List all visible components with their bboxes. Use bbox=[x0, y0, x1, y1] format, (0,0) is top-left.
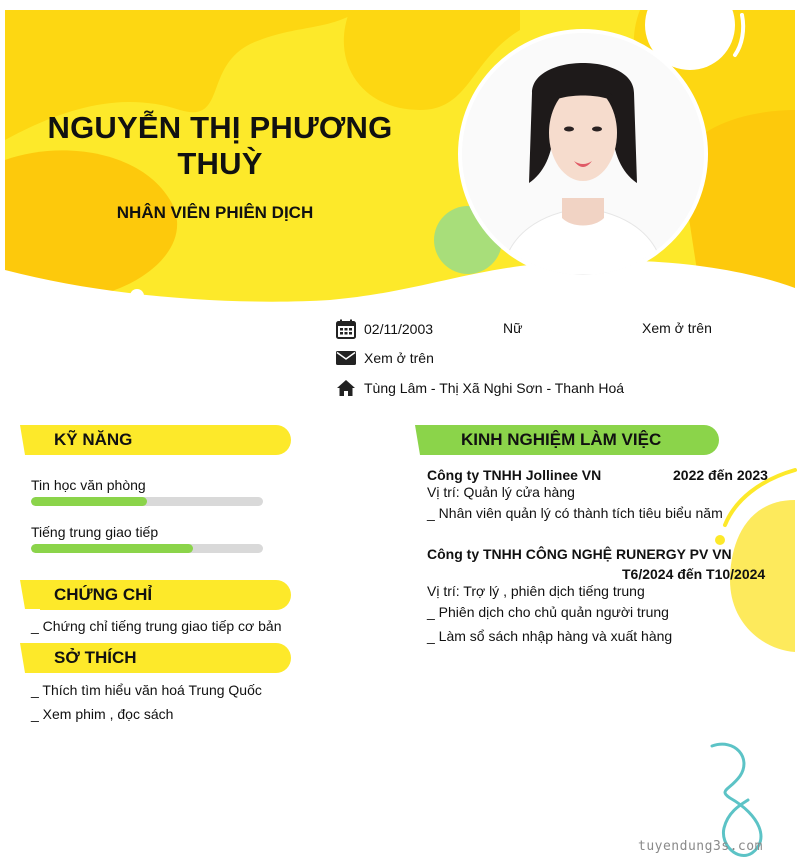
profile-photo bbox=[462, 33, 704, 275]
job-detail: _ Phiên dịch cho chủ quản người trung bbox=[427, 604, 669, 620]
skill-bar-fill bbox=[31, 544, 193, 553]
job-position: Vị trí: Quản lý cửa hàng bbox=[427, 484, 575, 500]
certificates-heading bbox=[40, 580, 291, 610]
experience-heading bbox=[432, 425, 719, 455]
job-company: Công ty TNHH CÔNG NGHỆ RUNERGY PV VN bbox=[427, 546, 732, 562]
gender-value: Nữ bbox=[503, 320, 523, 336]
job-title: NHÂN VIÊN PHIÊN DỊCH bbox=[116, 203, 314, 222]
email-row bbox=[336, 350, 434, 366]
candidate-name: NGUYỄN THỊ PHƯƠNG THUỲ bbox=[47, 110, 393, 181]
calendar-icon bbox=[336, 319, 356, 339]
job-company: Công ty TNHH Jollinee VN bbox=[427, 467, 602, 483]
address-value: Tùng Lâm - Thị Xã Nghi Sơn - Thanh Hoá bbox=[364, 380, 625, 396]
job-position: Vị trí: Trợ lý , phiên dịch tiếng trung bbox=[427, 583, 645, 599]
job-period: 2022 đến 2023 bbox=[673, 467, 768, 483]
experience-title: KINH NGHIỆM LÀM VIỆC bbox=[461, 430, 662, 449]
skill-bar bbox=[31, 544, 263, 553]
job-detail: _ Nhân viên quản lý có thành tích tiêu biểu năm bbox=[427, 505, 723, 521]
skills-heading bbox=[40, 425, 291, 455]
certificates-title: CHỨNG CHỈ bbox=[54, 585, 153, 604]
certificate-item: _ Chứng chỉ tiếng trung giao tiếp cơ bản bbox=[31, 618, 282, 634]
birthdate-row bbox=[336, 319, 433, 339]
skill-label: Tin học văn phòng bbox=[31, 477, 146, 493]
home-icon bbox=[336, 379, 356, 397]
job-detail: _ Làm sổ sách nhập hàng và xuất hàng bbox=[427, 628, 673, 644]
skill-label: Tiếng trung giao tiếp bbox=[31, 524, 159, 540]
watermark: tuyendung3s.com bbox=[638, 839, 763, 854]
email-value: Xem ở trên bbox=[364, 350, 434, 366]
address-row bbox=[336, 379, 624, 397]
envelope-icon bbox=[336, 350, 356, 366]
skills-title: KỸ NĂNG bbox=[54, 430, 133, 449]
phone-value: Xem ở trên bbox=[642, 320, 712, 336]
birthdate-value: 02/11/2003 bbox=[364, 321, 434, 337]
hobbies-heading bbox=[40, 643, 291, 673]
hobbies-title: SỞ THÍCH bbox=[54, 648, 137, 667]
job-period: T6/2024 đến T10/2024 bbox=[622, 566, 766, 582]
hobby-item: _ Thích tìm hiểu văn hoá Trung Quốc bbox=[31, 682, 262, 698]
skill-bar-fill bbox=[31, 497, 147, 506]
skill-bar bbox=[31, 497, 263, 506]
hobby-item: _ Xem phim , đọc sách bbox=[31, 706, 174, 722]
portrait-icon bbox=[462, 33, 704, 275]
